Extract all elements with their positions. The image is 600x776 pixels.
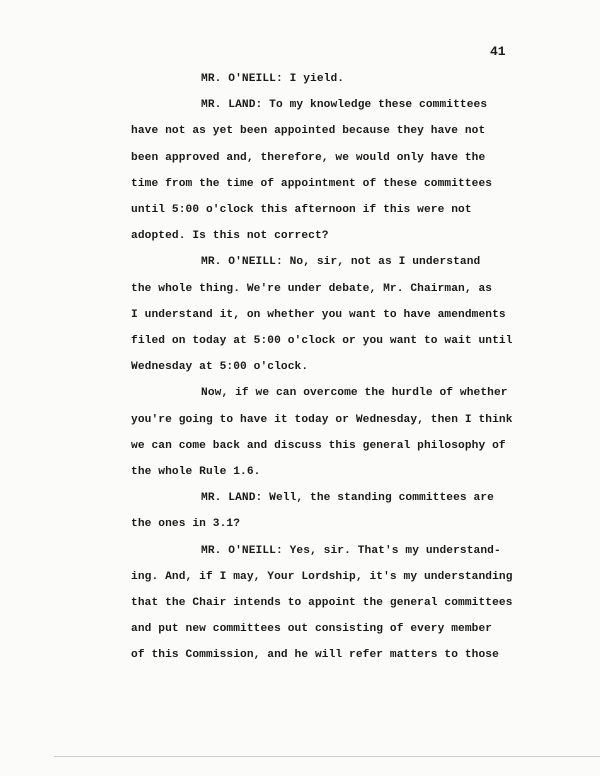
text-line: of this Commission, and he will refer matters to those [131,649,499,662]
text-line: MR. O'NEILL: I yield. [201,73,345,85]
text-line: MR. LAND: To my knowledge these committees [201,99,488,112]
text-line: and put new committees out consisting of every member [131,623,493,636]
text-line: I understand it, on whether you want to have amendments [131,308,506,321]
text-line: Wednesday at 5:00 o'clock. [131,361,309,374]
page-bottom-rule [54,756,600,757]
text-line: you're going to have it today or Wednesday, then I think [131,413,513,426]
text-line: MR. LAND: Well, the standing committees are [201,492,494,505]
text-line: we can come back and discuss this general philosophy of [131,439,506,452]
text-line: filed on today at 5:00 o'clock or you want to wait until [131,335,513,348]
transcript-body [131,66,551,669]
text-line: been approved and, therefore, we would only have the [131,151,486,164]
text-line: adopted. Is this not correct? [131,230,329,243]
text-line: the ones in 3.1? [131,518,241,531]
text-line: MR. O'NEILL: Yes, sir. That's my understand- [201,544,501,557]
text-line: the whole Rule 1.6. [131,466,261,479]
text-line: MR. O'NEILL: No, sir, not as I understand [201,256,481,269]
text-line: time from the time of appointment of these committees [131,177,493,190]
page-number: 41 [490,44,506,59]
text-line: ing. And, if I may, Your Lordship, it's my understanding [131,570,513,583]
text-line: have not as yet been appointed because they have not [131,125,486,138]
text-line: that the Chair intends to appoint the general committees [131,597,513,610]
text-line: the whole thing. We're under debate, Mr. Chairman, as [131,282,493,295]
text-line: until 5:00 o'clock this afternoon if this were not [131,204,472,217]
text-line: Now, if we can overcome the hurdle of whether [201,387,508,400]
